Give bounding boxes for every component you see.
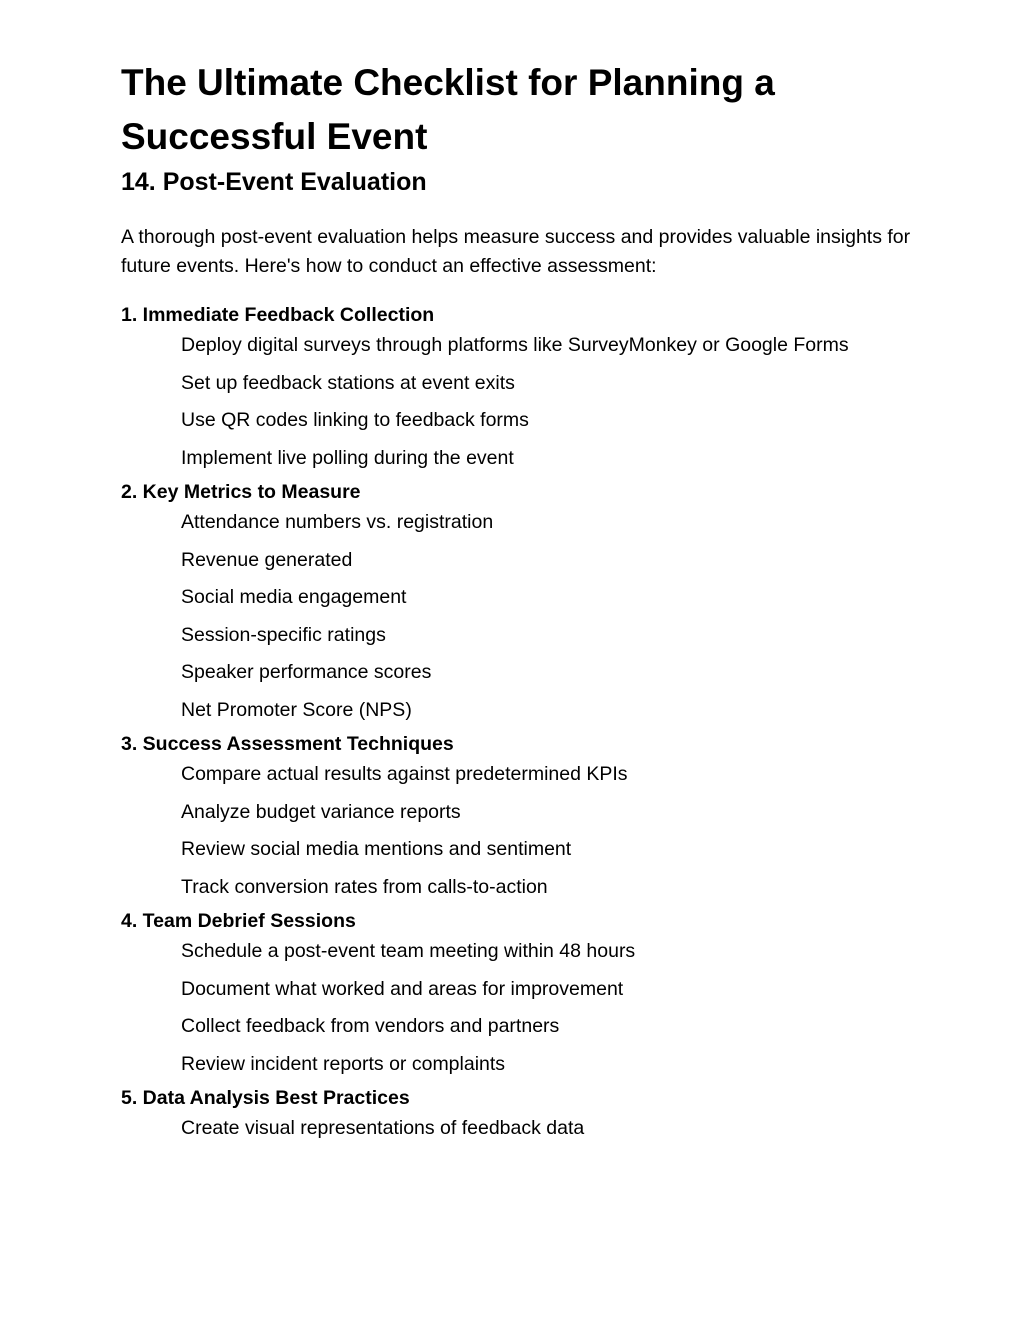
list-item: Attendance numbers vs. registration <box>181 511 494 533</box>
list-item: Track conversion rates from calls-to-action <box>181 875 548 898</box>
list-item: Review incident reports or complaints <box>181 1052 506 1075</box>
list-item: Revenue generated <box>181 548 353 571</box>
group-heading: 2. Key Metrics to Measure <box>121 481 361 503</box>
list-item: Set up feedback stations at event exits <box>181 371 515 394</box>
section-heading: 14. Post-Event Evaluation <box>121 168 427 196</box>
list-item: Document what worked and areas for improvement <box>181 977 624 1000</box>
group-items <box>181 1110 871 1148</box>
list-item: Review social media mentions and sentiment <box>181 838 572 860</box>
list-item: Collect feedback from vendors and partners <box>181 1015 560 1037</box>
list-item: Net Promoter Score (NPS) <box>181 698 412 721</box>
checklist-group <box>121 477 921 729</box>
list-item: Session-specific ratings <box>181 623 386 646</box>
intro-paragraph: A thorough post-event evaluation helps measure success and provides valuable insights for future events. Here's how to conduct an effective assessment: <box>121 226 911 277</box>
list-item: Speaker performance scores <box>181 661 432 683</box>
checklist-groups <box>121 300 921 1148</box>
checklist-group <box>121 300 921 477</box>
group-items <box>181 327 871 477</box>
group-heading: 1. Immediate Feedback Collection <box>121 304 435 326</box>
group-heading: 3. Success Assessment Techniques <box>121 733 454 755</box>
group-heading: 4. Team Debrief Sessions <box>121 910 356 932</box>
list-item: Deploy digital surveys through platforms like SurveyMonkey or Google Forms <box>181 334 849 356</box>
list-item: Use QR codes linking to feedback forms <box>181 409 529 431</box>
checklist-group <box>121 729 921 906</box>
list-item: Compare actual results against predetermined KPIs <box>181 763 628 785</box>
checklist-group <box>121 1083 921 1148</box>
group-items <box>181 504 871 729</box>
group-items <box>181 933 871 1083</box>
document-title: The Ultimate Checklist for Planning a Successful Event <box>121 62 775 157</box>
list-item: Analyze budget variance reports <box>181 800 461 823</box>
list-item: Implement live polling during the event <box>181 446 514 469</box>
document-page <box>121 56 921 1148</box>
group-items <box>181 756 871 906</box>
list-item: Create visual representations of feedback data <box>181 1117 585 1139</box>
list-item: Schedule a post-event team meeting within 48 hours <box>181 940 636 962</box>
checklist-group <box>121 906 921 1083</box>
group-heading: 5. Data Analysis Best Practices <box>121 1087 410 1109</box>
list-item: Social media engagement <box>181 586 407 608</box>
